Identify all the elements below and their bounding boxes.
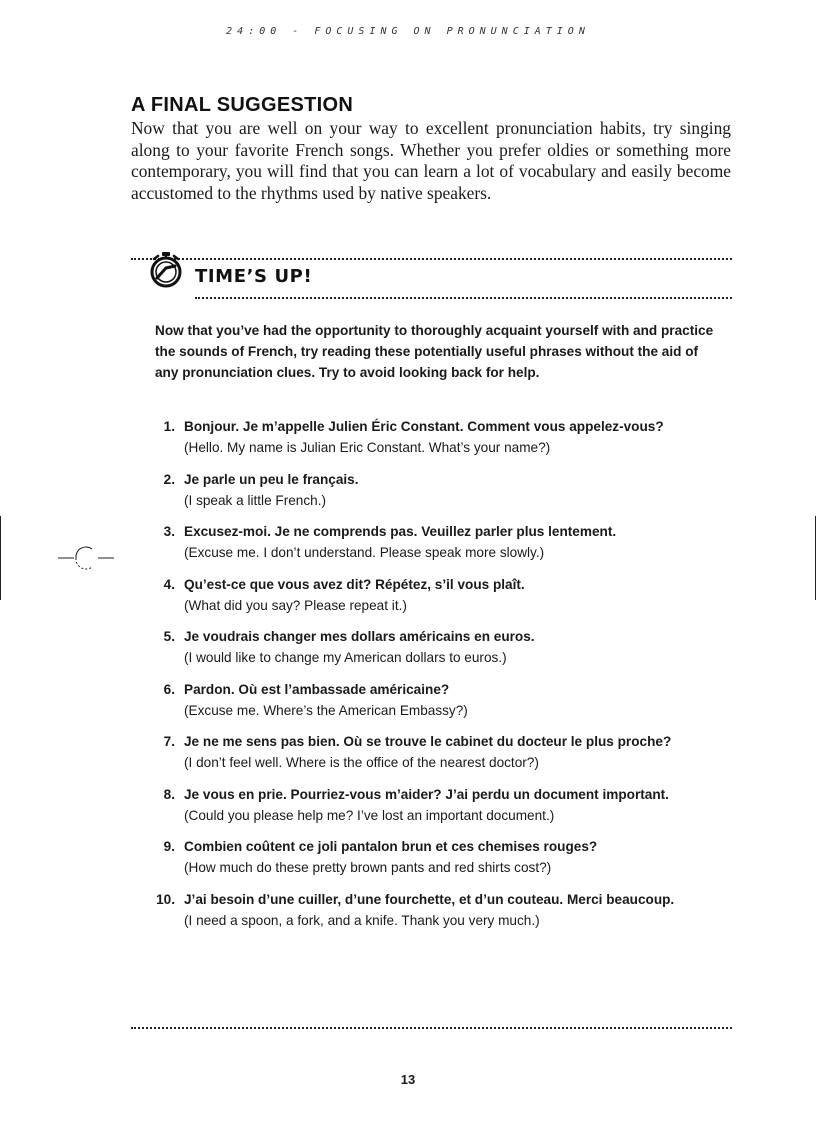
list-item [131, 784, 731, 826]
english-translation: (I speak a little French.) [184, 492, 327, 508]
phrase-list [131, 416, 731, 941]
english-translation: (What did you say? Please repeat it.) [184, 597, 407, 613]
dotted-rule-under-title [195, 297, 732, 299]
intro-paragraph: Now that you are well on your way to excellent pronunciation habits, try singing along to your favorite French songs. Whether you prefer oldies or something more contemporary, you will find that you can learn a lot of vocabulary and easily become accustomed to the rhythms used by native speakers. [131, 118, 731, 203]
french-phrase: Je vous en prie. Pourriez-vous m’aider? J’ai perdu un document important. [184, 786, 669, 802]
item-number: 5. [163, 629, 175, 644]
list-item [131, 731, 731, 773]
registration-mark-icon [58, 546, 114, 570]
box-intro: Now that you’ve had the opportunity to thoroughly acquaint yourself with and practice the sounds of French, try reading these potentially useful phrases without the aid of any pronunciation clues. Try to avoid looking back for help. [155, 323, 714, 380]
item-number: 4. [163, 576, 175, 592]
french-phrase: Excusez-moi. Je ne comprends pas. Veuillez parler plus lentement. [184, 524, 617, 539]
page-number: 13 [400, 1072, 416, 1087]
stopwatch-icon [147, 251, 185, 289]
list-item [131, 416, 731, 458]
english-translation: (I don’t feel well. Where is the office of the nearest doctor?) [184, 755, 539, 770]
dotted-rule-bottom [131, 1027, 732, 1029]
english-translation: (Hello. My name is Julian Eric Constant. What’s your name?) [184, 440, 551, 455]
crop-mark-left [0, 516, 1, 600]
section-title: A FINAL SUGGESTION [131, 94, 354, 116]
french-phrase: Je voudrais changer mes dollars américains en euros. [184, 629, 535, 644]
item-number: 2. [163, 471, 175, 487]
english-translation: (Excuse me. Where’s the American Embassy?) [184, 702, 468, 718]
list-item [131, 574, 731, 616]
list-item [131, 679, 731, 721]
french-phrase: Je ne me sens pas bien. Où se trouve le cabinet du docteur le plus proche? [184, 734, 672, 749]
french-phrase: J’ai besoin d’une cuiller, d’une fourchette, et d’un couteau. Merci beaucoup. [184, 891, 675, 907]
running-head: 24:00 - FOCUSING ON PRONUNCIATION [226, 26, 590, 37]
list-item [131, 626, 731, 668]
english-translation: (I need a spoon, a fork, and a knife. Thank you very much.) [184, 912, 540, 928]
box-title: TIME’S UP! [195, 266, 313, 287]
item-number: 3. [163, 524, 175, 539]
item-number: 9. [163, 839, 175, 854]
english-translation: (How much do these pretty brown pants and red shirts cost?) [184, 860, 552, 875]
english-translation: (Could you please help me? I’ve lost an important document.) [184, 807, 555, 823]
french-phrase: Pardon. Où est l’ambassade américaine? [184, 681, 450, 697]
french-phrase: Qu’est-ce que vous avez dit? Répétez, s’il vous plaît. [184, 576, 525, 592]
list-item [131, 521, 731, 563]
english-translation: (Excuse me. I don’t understand. Please speak more slowly.) [184, 545, 545, 560]
french-phrase: Combien coûtent ce joli pantalon brun et ces chemises rouges? [184, 839, 598, 854]
list-item [131, 469, 731, 511]
french-phrase: Je parle un peu le français. [184, 471, 359, 487]
item-number: 1. [163, 419, 175, 434]
list-item [131, 889, 731, 931]
french-phrase: Bonjour. Je m’appelle Julien Éric Constant. Comment vous appelez-vous? [184, 419, 664, 434]
item-number: 6. [163, 681, 175, 697]
english-translation: (I would like to change my American dollars to euros.) [184, 650, 507, 665]
list-item [131, 836, 731, 878]
dotted-rule-top [131, 258, 732, 260]
item-number: 10. [156, 891, 175, 907]
item-number: 7. [163, 734, 175, 749]
item-number: 8. [163, 786, 175, 802]
